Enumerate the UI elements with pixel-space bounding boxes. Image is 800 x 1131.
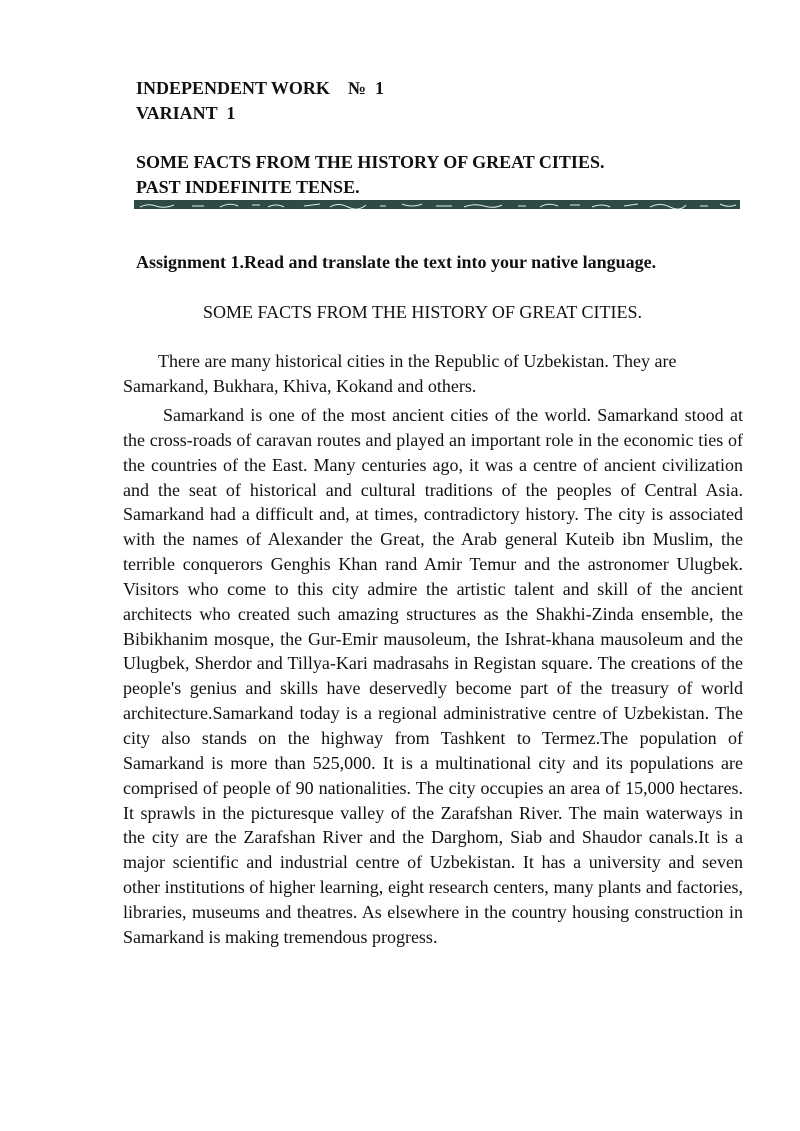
work-title: INDEPENDENT WORK № 1 xyxy=(136,78,384,98)
assignment-instruction: Assignment 1.Read and translate the text into your native language. xyxy=(136,252,657,272)
topic-title: SOME FACTS FROM THE HISTORY OF GREAT CITIES. xyxy=(136,152,605,172)
intro-paragraph xyxy=(123,349,743,399)
variant-label: VARIANT 1 xyxy=(136,103,236,123)
decorative-divider xyxy=(134,200,740,209)
grammar-topic: PAST INDEFINITE TENSE. xyxy=(136,177,360,197)
text-heading: SOME FACTS FROM THE HISTORY OF GREAT CITIES. xyxy=(202,302,643,322)
intro-line-2: Samarkand, Bukhara, Khiva, Kokand and others. xyxy=(123,376,477,396)
intro-line-1: There are many historical cities in the Republic of Uzbekistan. They are xyxy=(158,351,677,371)
main-paragraph: Samarkand is one of the most ancient cities of the world. Samarkand stood at the cross-roads of caravan routes and played an important role in the economic ties of the countries of the East. Many centuries ago, it was a centre of ancient civilization and the seat of historical and cultural traditions of the peoples of Central Asia. Samarkand had a difficult and, at times, contradictory history. The city is associated with the names of Alexander the Great, the Arab general Kuteib ibn Muslim, the terrible conquerors Genghis Khan rand Amir Temur and the astronomer Ulugbek. Visitors who come to this city admire the artistic talent and skill of the ancient architects who created such amazing structures as the Shakhi-Zinda ensemble, the Bibikhanim mosque, the Gur-Emir mausoleum, the Ishrat-khana mausoleum and the Ulugbek, Sherdor and Tillya-Kari madrasahs in Registan square. The creations of the people's genius and skills have deservedly become part of the treasury of world architecture.Samarkand today is a regional administrative centre of Uzbekistan. The city also stands on the highway from Tashkent to Termez.The population of Samarkand is more than 525,000. It is a multinational city and its populations are comprised of people of 90 nationalities. The city occupies an area of 15,000 hectares. It sprawls in the picturesque valley of the Zarafshan River. The main waterways in the city are the Zarafshan River and the Darghom, Siab and Shaudor canals.It is a major scientific and industrial centre of Uzbekistan. It has a university and seven other institutions of higher learning, eight research centers, many plants and factories, libraries, museums and theatres. As elsewhere in the country housing construction in Samarkand is making tremendous progress. xyxy=(123,405,743,947)
